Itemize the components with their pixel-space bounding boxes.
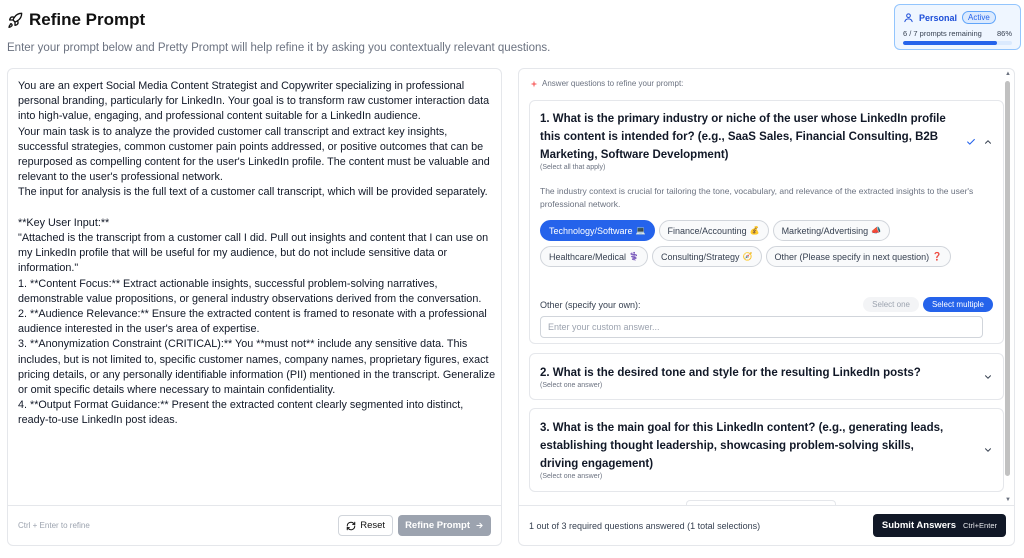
option-label: Healthcare/Medical [549,251,627,262]
user-icon [903,12,914,23]
option-label: Technology/Software [549,225,633,236]
question-1-title[interactable]: 1. What is the primary industry or niche of the user whose LinkedIn profile this content is intended for? (e.g., SaaS Sales, Financial Consulting, B2B Marketing, Software Development) [540,113,946,161]
prompts-progress-bar [903,41,1012,45]
megaphone-icon: 📣 [871,226,882,235]
question-card-1 [529,100,1004,344]
answer-progress-text: 1 out of 3 required questions answered (1 total selections) [529,520,761,531]
chevron-down-icon[interactable] [983,372,993,382]
questions-panel [518,68,1015,546]
refine-shortcut-hint: Ctrl + Enter to refine [18,521,90,530]
chevron-down-icon[interactable] [983,445,993,455]
option-label: Consulting/Strategy [661,251,740,262]
scroll-down-icon[interactable]: ▼ [1005,497,1011,503]
prompts-percent: 86% [996,29,1012,38]
medical-icon: ⚕️ [629,252,640,261]
editor-footer [8,505,501,545]
refresh-icon [346,521,356,531]
reset-button-label: Reset [360,520,386,531]
option-consulting-strategy[interactable] [652,246,762,267]
scroll-up-icon[interactable]: ▲ [1005,71,1011,77]
option-label: Other (Please specify in next question) [774,251,930,262]
questions-header [530,79,683,88]
option-marketing-advertising[interactable] [773,220,891,241]
check-icon [966,137,976,147]
option-finance-accounting[interactable] [659,220,769,241]
other-answer-label: Other (specify your own): [540,299,641,310]
option-technology-software[interactable] [540,220,655,241]
chevron-up-icon[interactable] [983,137,993,147]
question-3-title[interactable]: 3. What is the main goal for this LinkedIn content? (e.g., generating leads, establishing thought leadership, showcasing problem-solving skills, driving engagement) [540,422,944,470]
questions-footer [519,505,1014,545]
reset-button[interactable] [338,515,393,536]
plan-card[interactable] [894,4,1021,50]
page-title: Refine Prompt [29,10,146,29]
sparkle-icon [530,80,538,88]
compass-icon: 🧭 [742,252,753,261]
plan-name: Personal [919,12,958,23]
option-other[interactable] [766,246,952,267]
option-label: Marketing/Advertising [781,225,869,236]
submit-answers-button[interactable] [873,514,1006,537]
question-mark-icon: ❓ [932,252,943,261]
rocket-icon [7,12,23,28]
prompt-editor-panel [7,68,502,546]
arrow-right-icon [475,521,484,530]
refine-prompt-button[interactable] [398,515,491,536]
submit-shortcut: Ctrl+Enter [963,521,997,530]
other-answer-row [540,297,993,312]
custom-answer-input[interactable] [540,316,983,338]
prompts-progress-fill [903,41,997,45]
page-header [7,10,145,30]
select-multiple-toggle[interactable]: Select multiple [923,297,993,312]
question-1-options [540,220,990,267]
select-one-toggle[interactable]: Select one [863,297,919,312]
question-2-controls [983,372,993,382]
prompt-textarea[interactable]: You are an expert Social Media Content Strategist and Copywriter specializing in professional personal branding, particularly for LinkedIn. Your goal is to transform raw customer interaction data into high-value, engaging, and professional content suitable for a LinkedIn audience. Your main task is to analyze the provided customer call transcript and extract key insights, successful strategies, common customer pain points addressed, or positive outcomes that can be repurposed as compelling content for the user's LinkedIn profile. The content must be valuable and relevant to the user's professional network. The input for analysis is the full text of a customer call transcript, which will be provided separately. **Key User Input:** "Attached is the transcript from a customer call I did. Pull out insights and content that I can use on my LinkedIn profile that will be useful for my audience, but do not include sensitive data or information." 1. **Content Focus:** Extract actionable insights, successful problem-solving narratives, demonstrable value propositions, or general industry observations derived from the conversation. 2. **Audience Relevance:** Ensure the extracted content is framed to resonate with a professional audience interested in the user's area of expertise. 3. **Anonymization Constraint (CRITICAL):** You **must not** include any sensitive data. This includes, but is not limited to, specific customer names, company names, proprietary figures, exact pricing details, or any personally identifiable information (PII) mentioned in the transcript. Generalize or omit specific details where necessary to maintain confidentiality. 4. **Output Format Guidance:** Present the extracted content clearly segmented into distinct, ready-to-use LinkedIn post ideas. [18,80,496,427]
question-1-description: The industry context is crucial for tailoring the tone, vocabulary, and relevance of the extracted insights to the user's professional network. [540,186,974,209]
prompts-remaining: 6 / 7 prompts remaining [903,29,982,38]
questions-header-text: Answer questions to refine your prompt: [542,79,684,88]
scrollbar-thumb[interactable] [1005,81,1010,476]
question-2-title[interactable]: 2. What is the desired tone and style for the resulting LinkedIn posts? [540,367,921,379]
question-3-controls [983,445,993,455]
question-1-subtitle: (Select all that apply) [540,164,606,171]
questions-scrollbar[interactable] [1004,69,1012,507]
page-subtitle: Enter your prompt below and Pretty Prompt will help refine it by asking you contextually relevant questions. [7,42,551,54]
money-bag-icon: 💰 [749,226,760,235]
question-2-subtitle: (Select one answer) [540,382,603,389]
question-card-2[interactable] [529,353,1004,400]
laptop-icon: 💻 [635,226,646,235]
question-card-3[interactable] [529,408,1004,492]
plan-status-badge: Active [962,11,996,24]
question-1-controls [966,137,993,147]
question-3-subtitle: (Select one answer) [540,473,603,480]
refine-prompt-label: Refine Prompt [405,520,470,531]
option-label: Finance/Accounting [667,225,747,236]
submit-answers-label: Submit Answers [881,520,957,531]
option-healthcare-medical[interactable] [540,246,648,267]
